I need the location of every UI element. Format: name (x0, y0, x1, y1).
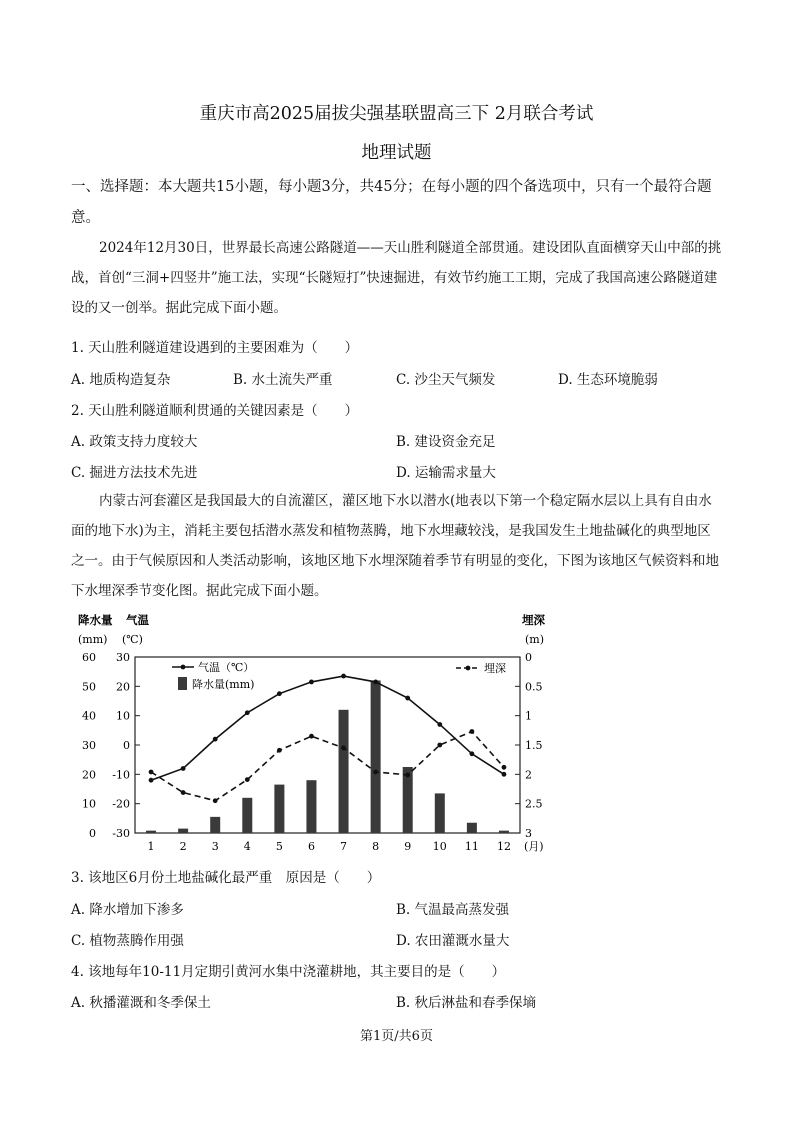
precip-bar (499, 831, 509, 833)
q4-option-a: A. 秋播灌溉和冬季保土 (71, 995, 211, 1011)
q1-option-a: A. 地质构造复杂 (71, 372, 171, 388)
depth-point (277, 748, 282, 753)
precip-tick-label: 60 (82, 651, 96, 664)
month-tick-label: 3 (211, 840, 219, 853)
depth-point (213, 798, 218, 803)
precip-bar (339, 710, 349, 833)
q4-stem: 4. 该地每年10-11月定期引黄河水集中浇灌耕地，其主要目的是（ ） (71, 964, 506, 980)
month-tick-label: 4 (243, 840, 251, 853)
temp-point (373, 680, 378, 685)
depth-point (502, 765, 507, 770)
temp-tick-label: 10 (116, 709, 130, 723)
depth-tick-label: 0 (525, 651, 532, 664)
page-title: 重庆市高2025届拔尖强基联盟高三下 2月联合考试 (199, 104, 594, 124)
depth-tick-label: 0.5 (525, 680, 543, 694)
month-tick-label: 11 (464, 840, 479, 853)
depth-tick-label: 1 (525, 709, 532, 723)
precip-bar (435, 793, 445, 833)
section-instructions: 一、选择题：本大题共15小题，每小题3分，共45分；在每小题的四个备选项中，只有一个最符合题意。 (71, 179, 712, 226)
depth-tick-label: 1.5 (525, 739, 543, 752)
q2-stem: 2. 天山胜利隧道顺利贯通的关键因素是（ ） (71, 403, 359, 419)
precip-tick-label: 20 (82, 768, 96, 782)
q1-option-d: D. 生态环境脆弱 (558, 372, 658, 388)
precip-bar (371, 680, 381, 833)
month-tick-label: 12 (496, 840, 511, 853)
depth-point (437, 743, 442, 748)
legend-temp-marker (181, 665, 186, 670)
temp-point (469, 751, 474, 756)
legend-precip-swatch (178, 677, 187, 690)
passage-2: 内蒙古河套灌区是我国最大的自流灌区，灌区地下水以潜水(地表以下第一个稳定隔水层以上具有自由水面的地下水)为主，消耗主要包括潜水蒸发和植物蒸腾，地下水埋藏较浅，是我国发生土地盐碱化的典型地区之一。由于气候原因和人类活动影响，该地区地下水埋深随着季节有明显的变化，下图为该地区气候资料和地下水埋深季节变化图。据此完成下面小题。 (71, 493, 719, 599)
temp-tick-label: 0 (123, 739, 130, 752)
temp-point (245, 710, 250, 715)
temp-tick-label: 20 (116, 680, 130, 694)
month-tick-label: 10 (432, 840, 447, 853)
month-tick-label: 7 (340, 840, 348, 853)
precip-tick-label: 10 (82, 797, 96, 811)
q3-option-a: A. 降水增加下渗多 (71, 902, 184, 918)
precip-tick-label: 50 (82, 680, 96, 694)
temp-tick-label: -30 (112, 827, 130, 840)
q4-option-b: B. 秋后淋盐和春季保墒 (396, 995, 537, 1011)
temp-tick-label: -10 (112, 768, 130, 782)
temp-point (502, 772, 507, 777)
precip-tick-label: 30 (82, 739, 96, 752)
temp-point (309, 680, 314, 685)
precip-bar (274, 785, 284, 833)
depth-point (181, 790, 186, 795)
precip-bar (306, 780, 316, 833)
temp-axis-title: 气温 (126, 613, 149, 627)
depth-point (149, 770, 154, 775)
precip-tick-label: 40 (82, 709, 96, 723)
legend-depth-label: 埋深 (484, 662, 506, 675)
depth-tick-label: 2 (525, 768, 532, 782)
precip-tick-label: 0 (89, 827, 96, 840)
temp-axis-unit: (℃) (122, 633, 143, 646)
q1-option-c: C. 沙尘天气频发 (396, 372, 496, 388)
q3-option-b: B. 气温最高蒸发强 (396, 902, 510, 918)
q2-option-a: A. 政策支持力度较大 (71, 434, 198, 450)
q2-option-c: C. 掘进方法技术先进 (71, 465, 198, 481)
depth-point (341, 746, 346, 751)
temp-tick-label: 30 (116, 651, 130, 664)
temp-tick-label: -20 (112, 797, 130, 811)
q3-option-c: C. 植物蒸腾作用强 (71, 933, 184, 949)
depth-line (151, 732, 504, 801)
precip-bar (210, 817, 220, 833)
precip-bar (242, 798, 252, 833)
precip-bar (146, 831, 156, 833)
temp-point (341, 674, 346, 679)
legend-temp-label: 气温（℃） (198, 661, 255, 674)
q1-stem: 1. 天山胜利隧道建设遇到的主要困难为（ ） (71, 340, 359, 356)
precip-bar (467, 823, 477, 833)
month-tick-label: 6 (307, 840, 315, 853)
month-tick-label: 2 (179, 840, 187, 853)
q3-option-d: D. 农田灌溉水量大 (396, 933, 510, 949)
temp-point (277, 691, 282, 696)
month-tick-label: 9 (404, 840, 412, 853)
precip-axis-title: 降水量 (78, 613, 113, 627)
temp-point (149, 778, 154, 783)
depth-point (469, 729, 474, 734)
month-tick-label: 1 (147, 840, 155, 853)
legend-depth-marker (466, 666, 471, 671)
temp-point (213, 737, 218, 742)
page-footer: 第1页/共6页 (360, 1029, 433, 1044)
depth-axis-unit: (m) (525, 633, 545, 646)
x-axis-unit: (月) (524, 840, 544, 853)
q1-option-b: B. 水土流失严重 (233, 372, 333, 388)
depth-point (245, 777, 250, 782)
temp-line (151, 676, 504, 780)
depth-axis-title: 埋深 (522, 613, 545, 627)
month-tick-label: 8 (372, 840, 380, 853)
depth-point (405, 773, 410, 778)
q2-option-b: B. 建设资金充足 (396, 434, 496, 450)
depth-tick-label: 3 (525, 827, 532, 840)
page-subtitle: 地理试题 (361, 143, 432, 163)
climate-groundwater-chart (60, 610, 560, 865)
temp-point (437, 722, 442, 727)
q2-option-d: D. 运输需求量大 (396, 465, 496, 481)
temp-point (181, 766, 186, 771)
depth-point (309, 734, 314, 739)
q3-stem: 3. 该地区6月份土地盐碱化最严重 原因是（ ） (71, 870, 381, 886)
month-tick-label: 5 (275, 840, 283, 853)
precip-axis-unit: (mm) (78, 633, 108, 646)
precip-bar (178, 829, 188, 833)
depth-tick-label: 2.5 (525, 797, 543, 811)
legend-precip-label: 降水量(mm) (192, 678, 255, 691)
passage-1: 2024年12月30日，世界最长高速公路隧道——天山胜利隧道全部贯通。建设团队直面横穿天山中部的挑战，首创“三洞+四竖井”施工法，实现“长隧短打”快速掘进，有效节约施工工期，完成了我国高速公路隧道建设的又一创举。据此完成下面小题。 (71, 240, 722, 316)
temp-point (405, 696, 410, 701)
depth-point (373, 770, 378, 775)
